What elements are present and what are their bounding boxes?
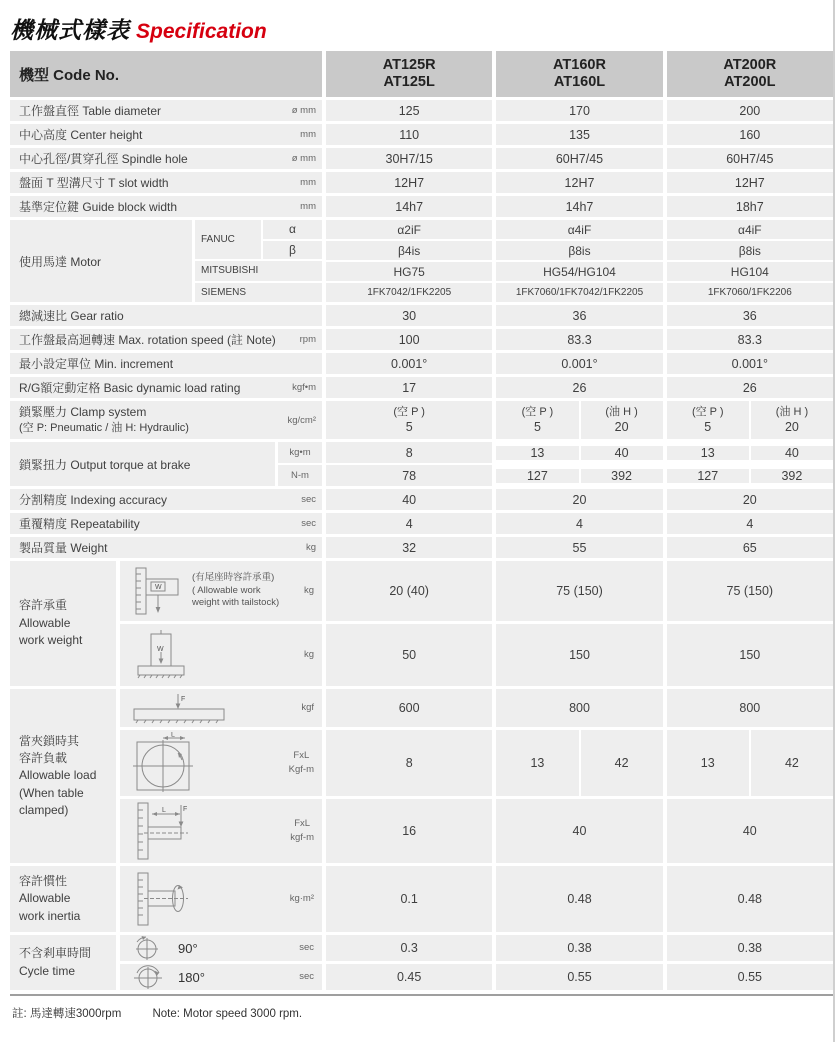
unit-label: N-m (278, 465, 322, 486)
axial-force-diagram-icon (132, 692, 228, 724)
tailstock-load-diagram-icon (132, 566, 184, 616)
value-cell: 200 (667, 100, 833, 121)
row-label: 鎖緊壓力 Clamp system (空 P: Pneumatic / 油 H: Hydraulic) kg/cm² (10, 401, 322, 439)
row-label: 分割精度 Indexing accuracy sec (10, 489, 322, 510)
section-allowable-load-clamped (10, 689, 833, 863)
row-cycle-180 (120, 964, 833, 990)
unit-label: sec (301, 518, 316, 529)
value-cell: 30H7/15 (326, 148, 492, 169)
motor-brand-mitsubishi: MITSUBISHI (195, 261, 322, 281)
value-cell: 13 (667, 446, 749, 460)
unit-label: kg (305, 542, 316, 553)
value-cell: 12H7 (496, 172, 662, 193)
value-cell: α4iF (496, 220, 662, 239)
value-cell: 75 (150) (496, 561, 662, 621)
value-cell: β8is (496, 241, 662, 260)
rotate-90-icon (132, 935, 164, 961)
footnote-zh: 註: 馬達轉速3000rpm (12, 1008, 122, 1020)
title-en: Specification (136, 20, 267, 43)
value-cell: 0.001° (326, 353, 492, 374)
page-title (10, 12, 833, 45)
row-overhang-moment (120, 799, 833, 863)
value-cell: 170 (496, 100, 662, 121)
row-label: 鎖緊扭力 Output torque at brake (10, 442, 275, 486)
row-center-height (10, 124, 833, 145)
model-line: AT160R (553, 56, 606, 73)
value-cell: 392 (751, 469, 833, 483)
value-cell: 40 (581, 446, 663, 460)
value-cell: 83.3 (667, 329, 833, 350)
value-cell: 0.38 (496, 935, 662, 961)
value-cell: 1FK7060/1FK2206 (667, 283, 833, 302)
row-label: 重覆精度 Repeatability sec (10, 513, 322, 534)
rotate-180-icon (132, 964, 164, 990)
unit-label: ø mm (291, 105, 316, 116)
value-cell: 0.1 (326, 866, 492, 932)
unit-label: kg/cm² (287, 414, 316, 426)
cycle-angle: 180° (178, 969, 205, 985)
cycle-angle: 90° (178, 940, 198, 956)
value-cell: 75 (150) (667, 561, 833, 621)
value-cell: 4 (326, 513, 492, 534)
value-cell: 14h7 (326, 196, 492, 217)
value-cell: 30 (326, 305, 492, 326)
value-cell: 20 (40) (326, 561, 492, 621)
row-label: 基準定位鍵 Guide block width mm (10, 196, 322, 217)
unit-label: mm (300, 201, 316, 212)
value-cell: 12H7 (326, 172, 492, 193)
value-cell: 40 (667, 799, 833, 863)
value-cell: 0.55 (496, 964, 662, 990)
tailstock-note: (有尾座時容許承重) ( Allowable work weight with tailstock) (192, 571, 280, 609)
motor-beta-symbol: β (263, 241, 322, 260)
unit-label: mm (300, 129, 316, 140)
unit-label: sec (299, 941, 314, 953)
header-row (10, 51, 833, 97)
value-cell: 42 (581, 730, 663, 796)
value-cell: HG54/HG104 (496, 262, 662, 281)
overhang-moment-diagram-icon (132, 801, 192, 861)
value-cell: 135 (496, 124, 662, 145)
spec-table (10, 51, 833, 996)
unit-label: kg (303, 648, 314, 660)
row-vertical-weight (120, 624, 833, 686)
row-label: R/G額定動定格 Basic dynamic load rating kgf•m (10, 377, 322, 398)
unit-label: kg·m² (289, 892, 314, 904)
unit-label: kgf•m (292, 382, 316, 393)
value-cell: 160 (667, 124, 833, 145)
value-cell: 800 (667, 689, 833, 727)
unit-label: kgf (301, 701, 314, 713)
row-radial-moment (120, 730, 833, 796)
value-cell: 1FK7042/1FK2205 (326, 283, 492, 302)
row-label: 中心高度 Center height mm (10, 124, 322, 145)
value-cell: 26 (496, 377, 662, 398)
value-cell: 55 (496, 537, 662, 558)
value-cell: 18h7 (667, 196, 833, 217)
value-cell: 800 (496, 689, 662, 727)
svg-text:L: L (162, 807, 166, 814)
svg-text:W: W (155, 584, 162, 591)
value-cell: 4 (496, 513, 662, 534)
value-cell: 1FK7060/1FK7042/1FK2205 (496, 283, 662, 302)
value-cell: 20 (496, 489, 662, 510)
value-cell: 32 (326, 537, 492, 558)
row-t-slot-width (10, 172, 833, 193)
motor-alpha-symbol: α (263, 220, 322, 239)
value-cell: 110 (326, 124, 492, 145)
footnote (12, 1005, 833, 1021)
rotation-inertia-diagram-icon (132, 871, 192, 927)
row-max-rotation-speed (10, 329, 833, 350)
row-label: 工作盤最高迴轉速 Max. rotation speed (註 Note) rpm (10, 329, 322, 350)
model-header-at125 (326, 51, 492, 97)
value-cell: 42 (751, 730, 833, 796)
motor-values-at160 (496, 220, 662, 302)
row-indexing-accuracy (10, 489, 833, 510)
value-cell: 127 (496, 469, 578, 483)
row-label: 製品質量 Weight kg (10, 537, 322, 558)
row-table-diameter (10, 100, 833, 121)
svg-text:F: F (181, 696, 186, 703)
value-cell: (油 H ) 20 (581, 401, 663, 439)
model-line: AT160L (553, 74, 606, 90)
value-cell: 150 (496, 624, 662, 686)
footnote-en: Note: Motor speed 3000 rpm. (152, 1008, 303, 1020)
value-cell: 0.38 (667, 935, 833, 961)
row-output-torque (10, 442, 833, 486)
svg-text:F: F (183, 806, 188, 813)
unit-label: sec (301, 494, 316, 505)
value-cell: (空 P ) 5 (667, 401, 749, 439)
row-gear-ratio (10, 305, 833, 326)
row-label: 最小設定單位 Min. increment (10, 353, 322, 374)
value-cell: β4is (326, 241, 492, 260)
value-cell: 17 (326, 377, 492, 398)
model-line: AT200L (724, 74, 776, 90)
value-cell: 65 (667, 537, 833, 558)
value-cell: 0.001° (496, 353, 662, 374)
section-cycle-time (10, 935, 833, 990)
svg-text:L: L (171, 732, 175, 739)
radial-moment-diagram-icon (132, 732, 194, 794)
row-spindle-hole (10, 148, 833, 169)
value-cell: (油 H ) 20 (751, 401, 833, 439)
value-cell: 78 (326, 465, 492, 486)
value-cell: 20 (667, 489, 833, 510)
section-allowable-work-weight (10, 561, 833, 686)
value-cell: 0.48 (496, 866, 662, 932)
value-cell: 150 (667, 624, 833, 686)
unit-label: FxL Kgf-m (288, 749, 314, 775)
value-cell: 60H7/45 (496, 148, 662, 169)
value-cell: 0.48 (667, 866, 833, 932)
unit-label: mm (300, 177, 316, 188)
value-cell: 0.3 (326, 935, 492, 961)
row-label: 中心孔徑/貫穿孔徑 Spindle hole ø mm (10, 148, 322, 169)
value-cell: α2iF (326, 220, 492, 239)
title-zh: 機械式樣表 (10, 17, 130, 43)
value-cell: 12H7 (667, 172, 833, 193)
motor-label: 使用馬達 Motor (10, 220, 192, 302)
group-label: 容許慣性 Allowable work inertia (10, 866, 116, 932)
unit-label: kg (303, 584, 314, 596)
value-cell: 60H7/45 (667, 148, 833, 169)
row-min-increment (10, 353, 833, 374)
row-dynamic-load-rating (10, 377, 833, 398)
value-cell: 4 (667, 513, 833, 534)
value-cell: (空 P ) 5 (496, 401, 578, 439)
row-clamp-system (10, 401, 833, 439)
svg-text:W: W (157, 646, 164, 653)
row-label: 盤面 T 型溝尺寸 T slot width mm (10, 172, 322, 193)
value-cell: 600 (326, 689, 492, 727)
unit-label: ø mm (291, 153, 316, 164)
motor-brand-fanuc: FANUC (195, 220, 261, 259)
unit-label: rpm (299, 334, 316, 345)
value-cell: 8 (326, 730, 492, 796)
value-cell: HG75 (326, 262, 492, 281)
value-cell: 0.55 (667, 964, 833, 990)
value-cell: 13 (496, 446, 578, 460)
unit-label: FxL kgf-m (290, 817, 314, 843)
motor-values-at200 (667, 220, 833, 302)
section-allowable-inertia (10, 866, 833, 932)
value-cell: β8is (667, 241, 833, 260)
motor-brand-siemens: SIEMENS (195, 283, 322, 303)
model-line: AT125R (382, 56, 436, 73)
value-cell: 40 (751, 446, 833, 460)
value-cell: 13 (667, 730, 749, 796)
value-cell: 100 (326, 329, 492, 350)
motor-values-at125 (326, 220, 492, 302)
row-repeatability (10, 513, 833, 534)
model-header-at200 (667, 51, 833, 97)
row-guide-block-width (10, 196, 833, 217)
value-cell: 125 (326, 100, 492, 121)
code-no-label: 機型 Code No. (10, 51, 322, 97)
value-cell: 13 (496, 730, 578, 796)
value-cell: 83.3 (496, 329, 662, 350)
value-cell: 0.45 (326, 964, 492, 990)
value-cell: 392 (581, 469, 663, 483)
row-label: 總減速比 Gear ratio (10, 305, 322, 326)
value-cell: 16 (326, 799, 492, 863)
value-cell: 14h7 (496, 196, 662, 217)
vertical-load-diagram-icon (132, 629, 190, 681)
unit-label: sec (299, 970, 314, 982)
model-line: AT200R (723, 56, 777, 73)
row-tailstock-weight (120, 561, 833, 621)
value-cell: 127 (667, 469, 749, 483)
value-cell: 8 (326, 442, 492, 463)
value-cell: 0.001° (667, 353, 833, 374)
row-label: 工作盤直徑 Table diameter ø mm (10, 100, 322, 121)
model-header-at160 (496, 51, 662, 97)
group-label: 當夾鎖時其 容許負載 Allowable load (When table clamped) (10, 689, 116, 863)
motor-section (10, 220, 833, 302)
value-cell: α4iF (667, 220, 833, 239)
unit-label: kg•m (278, 442, 322, 463)
value-cell: 36 (496, 305, 662, 326)
row-work-inertia (120, 866, 833, 932)
value-cell: 40 (326, 489, 492, 510)
row-axial-force (120, 689, 833, 727)
value-cell: 36 (667, 305, 833, 326)
group-label: 容許承重 Allowable work weight (10, 561, 116, 686)
value-cell: 26 (667, 377, 833, 398)
value-cell: 40 (496, 799, 662, 863)
value-cell: 50 (326, 624, 492, 686)
value-cell: HG104 (667, 262, 833, 281)
model-line: AT125L (383, 74, 435, 90)
value-cell: (空 P ) 5 (326, 401, 492, 439)
row-cycle-90 (120, 935, 833, 961)
group-label: 不含剎車時間 Cycle time (10, 935, 116, 990)
row-weight (10, 537, 833, 558)
